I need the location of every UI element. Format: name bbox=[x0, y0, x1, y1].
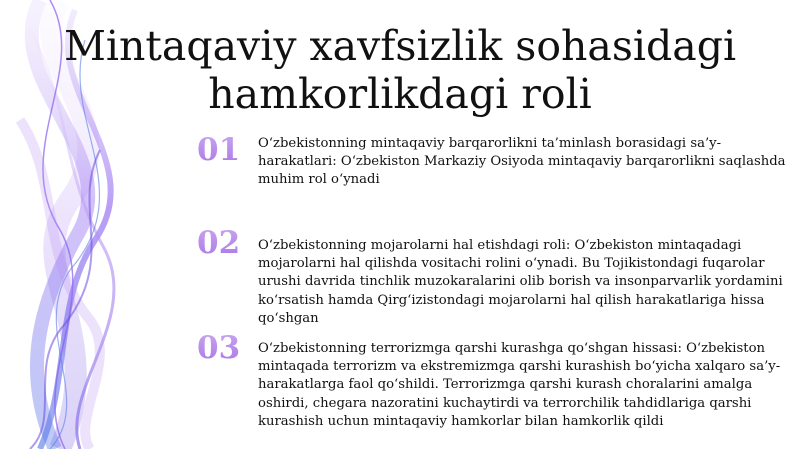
item-text-02: O‘zbekistonning mojarolarni hal etishdagi roli: O‘zbekiston mintaqadagi mojarolarni hal qilishda vositachi rolini o‘ynadi. Bu Tojikistondagi fuqarolar urushi davrida tinchlik muzokaralarini olib borish va insonparvarlik yordamini ko‘rsatish hamda Qirg‘izistondagi mojarolarni hal qilish harakatlariga hissa qo‘shgan bbox=[258, 238, 783, 326]
item-number-03: 03 bbox=[197, 330, 241, 366]
item-number-01: 01 bbox=[197, 132, 241, 168]
item-text-03: O‘zbekistonning terrorizmga qarshi kurashga qo‘shgan hissasi: O‘zbekiston mintaqada terrorizm va ekstremizmga qarshi kurashish bo‘yicha xalqaro sa’y-harakatlarga faol qo‘shildi. Terrorizmga qarshi kurash choralarini amalga oshirdi, chegara nazoratini kuchaytirdi va terrorchilik tahdidlariga qarshi kurashish uchun mintaqaviy hamkorlar bilan hamkorlik qildi bbox=[258, 341, 781, 429]
item-number-02: 02 bbox=[197, 225, 241, 261]
item-text-01: O‘zbekistonning mintaqaviy barqarorlikni ta’minlash borasidagi sa’y-harakatlari: O‘zbekiston Markaziy Osiyoda mintaqaviy barqarorlikni saqlashda muhim rol o‘ynadi bbox=[258, 136, 786, 188]
slide-title: Mintaqaviy xavfsizlik sohasidagi hamkorlikdagi roli bbox=[63, 22, 737, 118]
